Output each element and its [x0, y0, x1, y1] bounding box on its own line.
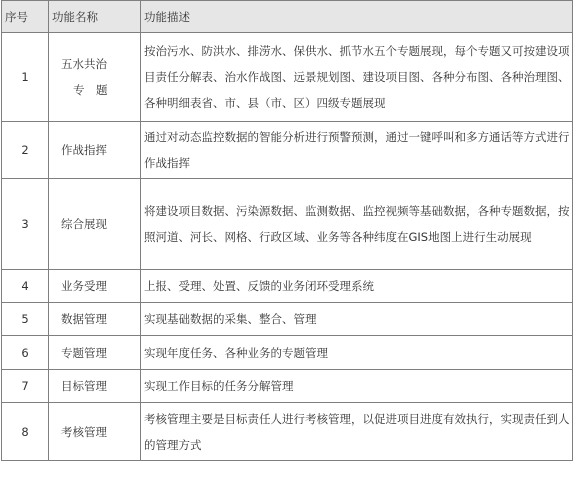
table-row: [2, 303, 573, 336]
function-name-line: 专 题: [73, 83, 108, 97]
function-name: 专题管理: [49, 336, 141, 370]
function-description: 考核管理主要是目标责任人进行考核管理，以促进项目进度有效执行，实现责任到人的管理方式: [141, 403, 573, 461]
table-row: [2, 179, 573, 270]
function-description: 实现年度任务、各种业务的专题管理: [141, 336, 573, 370]
row-number: 8: [2, 403, 49, 461]
function-name: 数据管理: [49, 303, 141, 336]
function-description: 实现工作目标的任务分解管理: [141, 370, 573, 403]
function-name-line: 五水共治: [61, 57, 107, 71]
row-number: 4: [2, 270, 49, 303]
function-name: [49, 33, 141, 122]
function-description: 按治污水、防洪水、排涝水、保供水、抓节水五个专题展现，每个专题又可按建设项目责任分解表、治水作战图、远景规划图、建设项目图、各种分布图、各种治理图、各种明细表省、市、县（市、区）四级专题展现: [141, 33, 573, 122]
table-row: [2, 33, 573, 122]
function-name: 考核管理: [49, 403, 141, 461]
header-name: 功能名称: [49, 1, 141, 33]
row-number: 6: [2, 336, 49, 370]
function-name: 目标管理: [49, 370, 141, 403]
function-description: 实现基础数据的采集、整合、管理: [141, 303, 573, 336]
function-table: [1, 0, 573, 461]
header-no: 序号: [2, 1, 49, 33]
row-number: 2: [2, 122, 49, 179]
table-row: [2, 270, 573, 303]
function-description: 将建设项目数据、污染源数据、监测数据、监控视频等基础数据，各种专题数据，按照河道、河长、网格、行政区域、业务等各种纬度在GIS地图上进行生动展现: [141, 179, 573, 270]
table-row: [2, 336, 573, 370]
header-desc: 功能描述: [141, 1, 573, 33]
function-name: 作战指挥: [49, 122, 141, 179]
row-number: 1: [2, 33, 49, 122]
function-name: 综合展现: [49, 179, 141, 270]
row-number: 7: [2, 370, 49, 403]
function-description: 通过对动态监控数据的智能分析进行预警预测，通过一键呼叫和多方通话等方式进行作战指挥: [141, 122, 573, 179]
function-name: 业务受理: [49, 270, 141, 303]
table-row: [2, 403, 573, 461]
table-row: [2, 370, 573, 403]
table-header-row: [2, 1, 573, 33]
row-number: 3: [2, 179, 49, 270]
row-number: 5: [2, 303, 49, 336]
function-description: 上报、受理、处置、反馈的业务闭环受理系统: [141, 270, 573, 303]
table-row: [2, 122, 573, 179]
